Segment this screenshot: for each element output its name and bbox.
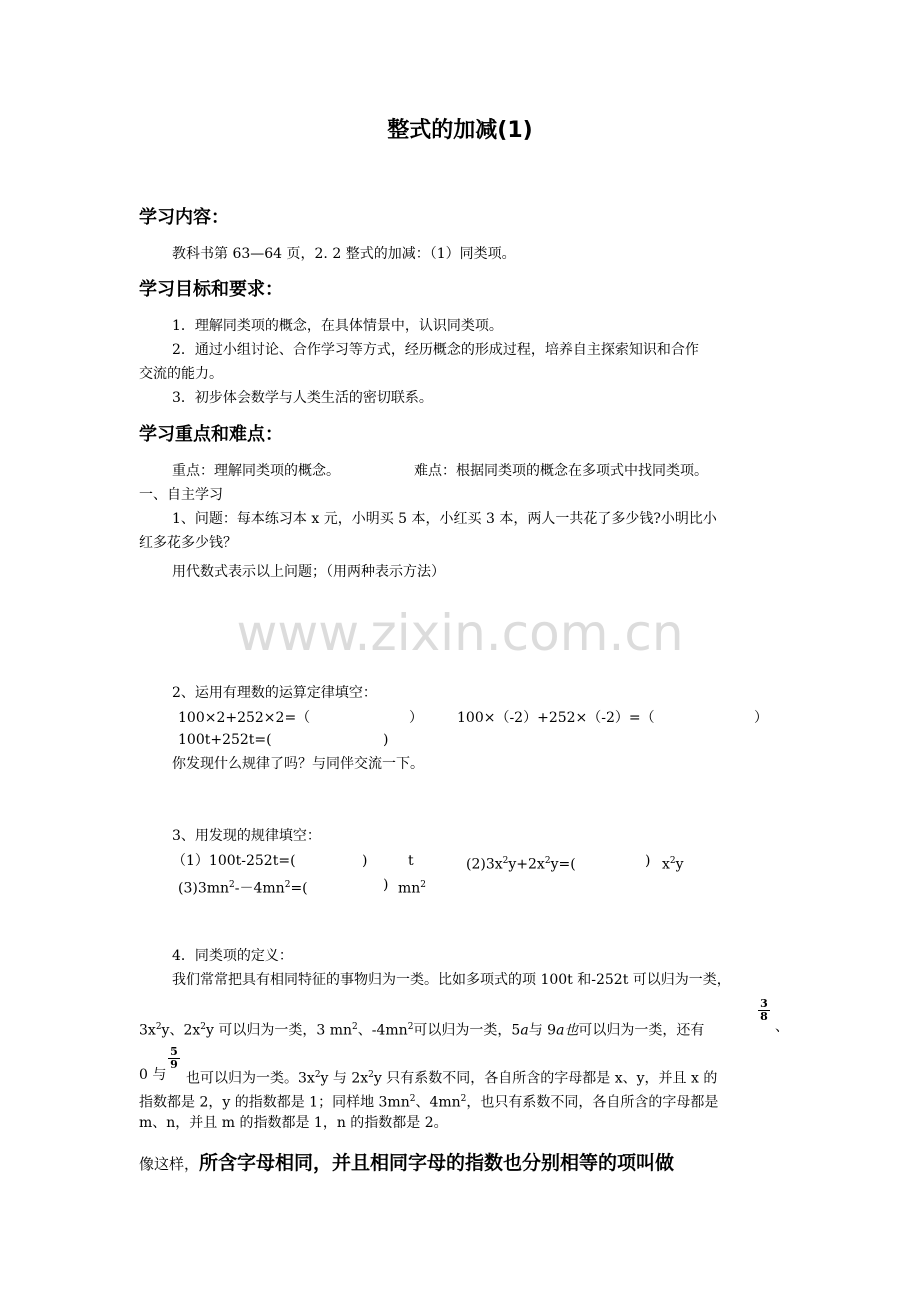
question-2-expr-c: 100t+252t=( <box>178 732 272 748</box>
definition-line-3: 也可以归为一类。$3x^2y$ 与 $2x^2y$ 只有系数不同，各自所含的字母都是 x、y，并且 x 的 <box>186 1070 718 1087</box>
section-heading-goals: 学习目标和要求： <box>139 279 283 300</box>
question-3-expr-a: （1）100t-252t=( <box>172 853 296 869</box>
self-study-heading: 一、自主学习 <box>139 487 223 503</box>
definition-final-line: 像这样，所含字母相同，并且相同字母的指数也分别相等的项叫做 <box>139 1152 675 1174</box>
question-3-expr-b: $(2)3x^2y+2x^2y=$( <box>466 856 576 873</box>
question-2-expr-b-close: ） <box>754 710 768 726</box>
question-1-instruction: 用代数式表示以上问题；（用两种表示方法） <box>172 564 445 580</box>
content-text: 教科书第 63—64 页，2. 2 整式的加减：（1）同类项。 <box>172 246 516 262</box>
goal-2-line-1: 2．通过小组讨论、合作学习等方式，经历概念的形成过程，培养自主探索知识和合作 <box>172 342 699 358</box>
question-2-title: 2、运用有理数的运算定律填空： <box>172 685 377 701</box>
question-3-title: 3、用发现的规律填空： <box>172 828 321 844</box>
fraction-five-ninths: $\frac{5}{9}$ <box>168 1046 180 1071</box>
question-1-line-1: 1、问题：每本练习本 x 元，小明买 5 本，小红买 3 本，两人一共花了多少钱?小明比小 <box>172 511 717 527</box>
question-3-expr-c-unit: $mn^2$ <box>398 880 427 897</box>
question-2-expr-a-close: ） <box>409 710 423 726</box>
question-2-expr-b: 100×（-2）+252×（-2）=（ <box>457 710 655 726</box>
definition-line-3-start: 0 与 <box>139 1067 167 1083</box>
section-heading-content: 学习内容： <box>139 207 229 228</box>
definition-title: 4．同类项的定义： <box>172 948 293 964</box>
definition-line-2-tail: 、 <box>775 1019 789 1035</box>
question-3-expr-c-close: ) <box>383 877 389 893</box>
section-heading-key-points: 学习重点和难点： <box>139 424 283 445</box>
watermark: www.zixin.com.cn <box>236 604 684 662</box>
key-point: 重点：理解同类项的概念。 <box>172 463 340 479</box>
question-3-expr-a-unit: t <box>408 853 414 869</box>
page-title: 整式的加减(1) <box>387 118 533 143</box>
fraction-three-eighths: $\frac{3}{8}$ <box>758 998 770 1023</box>
difficult-point: 难点：根据同类项的概念在多项式中找同类项。 <box>414 463 708 479</box>
question-2-expr-c-close: ) <box>383 732 389 748</box>
definition-line-5: m、n，并且 m 的指数都是 1，n 的指数都是 2。 <box>139 1115 448 1131</box>
goal-2-line-2: 交流的能力。 <box>139 366 223 382</box>
question-2-expr-a: 100×2+252×2=（ <box>178 710 311 726</box>
question-2-prompt: 你发现什么规律了吗？与同伴交流一下。 <box>172 756 424 772</box>
question-1-line-2: 红多花多少钱？ <box>139 535 237 551</box>
definition-line-2: $3x^2y$、$2x^2y$ 可以归为一类，3 $mn^2$、$-4mn^2$可以归为一类，5a与 9a也可以归为一类，还有 <box>139 1022 705 1039</box>
question-3-expr-b-unit: $x^2y$ <box>662 856 684 873</box>
goal-1: 1．理解同类项的概念，在具体情景中，认识同类项。 <box>172 318 503 334</box>
goal-3: 3．初步体会数学与人类生活的密切联系。 <box>172 390 433 406</box>
question-3-expr-b-close: ) <box>645 853 651 869</box>
definition-line-4: 指数都是 2，y 的指数都是 1；同样地 $3mn^2$、$4mn^2$，也只有系数不同，各自所含的字母都是 <box>139 1094 719 1111</box>
question-3-expr-c: $(3)3mn^2--4mn^2=$( <box>178 880 308 897</box>
question-3-expr-a-close: ) <box>362 853 368 869</box>
definition-paragraph-1: 我们常常把具有相同特征的事物归为一类。比如多项式的项 100t 和-252t 可以归为一类， <box>172 972 731 988</box>
